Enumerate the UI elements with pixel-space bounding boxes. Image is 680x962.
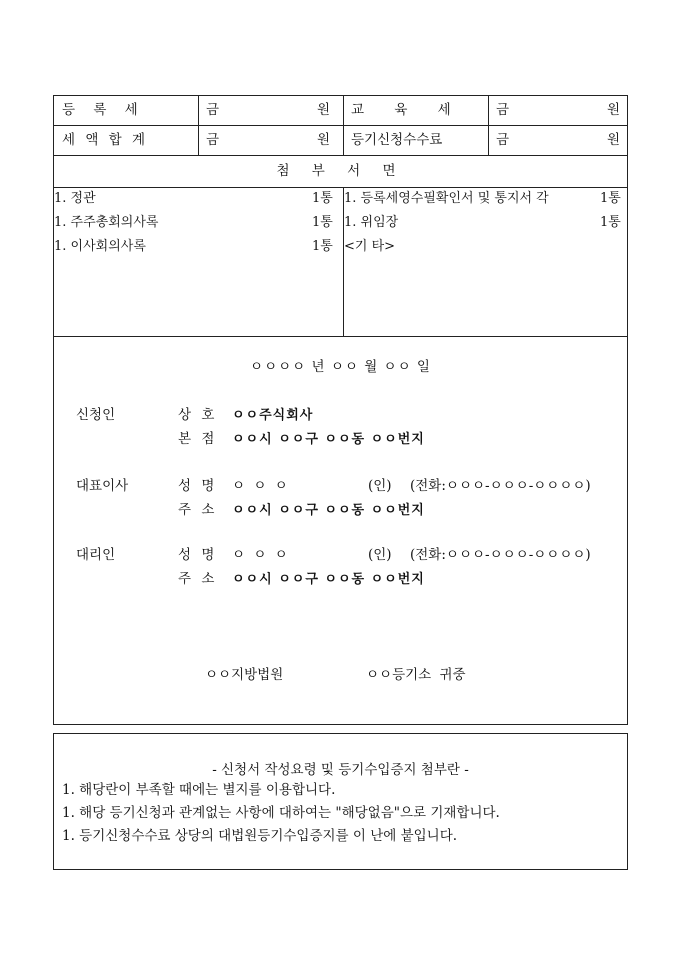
- agent-title: 대리인: [76, 547, 116, 563]
- attachment-item: 1. 이사회의사록: [54, 239, 146, 254]
- registration-fee-unit: 원: [607, 132, 621, 148]
- divider: [53, 187, 628, 188]
- agent-name-label: 성 명: [178, 547, 218, 563]
- agent-phone: (전화:ㅇㅇㅇ-ㅇㅇㅇ-ㅇㅇㅇㅇ): [410, 547, 591, 563]
- divider: [488, 95, 489, 155]
- total-tax-unit: 원: [317, 132, 331, 148]
- trade-name-value: ㅇㅇ주식회사: [232, 408, 314, 423]
- attachments-header: 첨 부 서 면: [276, 163, 405, 179]
- representative-address-label: 주 소: [178, 502, 218, 518]
- agent-seal: (인): [368, 547, 392, 563]
- notes-item: 1. 등기신청수수료 상당의 대법원등기수입증지를 이 난에 붙입니다.: [62, 828, 458, 844]
- attachment-item: 1. 주주총회의사록: [54, 215, 159, 230]
- agent-address-label: 주 소: [178, 571, 218, 587]
- representative-title: 대표이사: [76, 478, 129, 494]
- representative-name-value: ㅇ ㅇ ㅇ: [232, 478, 290, 494]
- attachment-item: 1. 정관: [54, 191, 96, 206]
- education-tax-label: 교 육 세: [351, 102, 464, 118]
- total-tax-label: 세 액 합 계: [62, 132, 149, 148]
- notes-box: [53, 733, 628, 870]
- representative-name-label: 성 명: [178, 478, 218, 494]
- divider: [343, 187, 344, 336]
- registration-fee-amount-prefix: 금: [496, 132, 510, 148]
- attachment-count: 1통: [312, 239, 333, 254]
- divider: [343, 95, 344, 155]
- applicant-title: 신청인: [76, 407, 116, 423]
- agent-name-value: ㅇ ㅇ ㅇ: [232, 547, 290, 563]
- notes-item: 1. 해당란이 부족할 때에는 별지를 이용합니다.: [62, 782, 336, 798]
- attachment-count: 1통: [600, 215, 621, 230]
- agent-address-value: ㅇㅇ시 ㅇㅇ구 ㅇㅇ동 ㅇㅇ번지: [232, 572, 425, 587]
- attachment-count: 1통: [312, 215, 333, 230]
- registration-tax-unit: 원: [317, 102, 331, 118]
- attachment-item: 1. 위임장: [344, 215, 399, 230]
- registration-tax-label: 등 록 세: [62, 102, 145, 118]
- attachment-count: 1통: [312, 191, 333, 206]
- notes-item: 1. 해당 등기신청과 관계없는 사항에 대하여는 "해당없음"으로 기재합니다.: [62, 805, 500, 821]
- divider: [53, 336, 628, 337]
- attachment-count: 1통: [600, 191, 621, 206]
- education-tax-amount-prefix: 금: [496, 102, 510, 118]
- registration-tax-amount-prefix: 금: [206, 102, 220, 118]
- registry-office: ㅇㅇ등기소 귀중: [366, 667, 466, 683]
- attachment-item: <기 타>: [344, 239, 396, 254]
- total-tax-amount-prefix: 금: [206, 132, 220, 148]
- notes-title: - 신청서 작성요령 및 등기수입증지 첨부란 -: [212, 762, 469, 778]
- attachment-item: 1. 등록세영수필확인서 및 통지서 각: [344, 191, 549, 206]
- education-tax-unit: 원: [607, 102, 621, 118]
- divider: [198, 95, 199, 155]
- trade-name-label: 상 호: [178, 407, 218, 423]
- application-date: ㅇㅇㅇㅇ 년 ㅇㅇ 월 ㅇㅇ 일: [250, 359, 431, 375]
- divider: [53, 125, 628, 126]
- representative-phone: (전화:ㅇㅇㅇ-ㅇㅇㅇ-ㅇㅇㅇㅇ): [410, 478, 591, 494]
- head-office-label: 본 점: [178, 431, 218, 447]
- representative-address-value: ㅇㅇ시 ㅇㅇ구 ㅇㅇ동 ㅇㅇ번지: [232, 503, 425, 518]
- divider: [53, 155, 628, 156]
- court-name: ㅇㅇ지방법원: [205, 667, 284, 683]
- registration-fee-label: 등기신청수수료: [351, 132, 443, 148]
- representative-seal: (인): [368, 478, 392, 494]
- head-office-value: ㅇㅇ시 ㅇㅇ구 ㅇㅇ동 ㅇㅇ번지: [232, 432, 425, 447]
